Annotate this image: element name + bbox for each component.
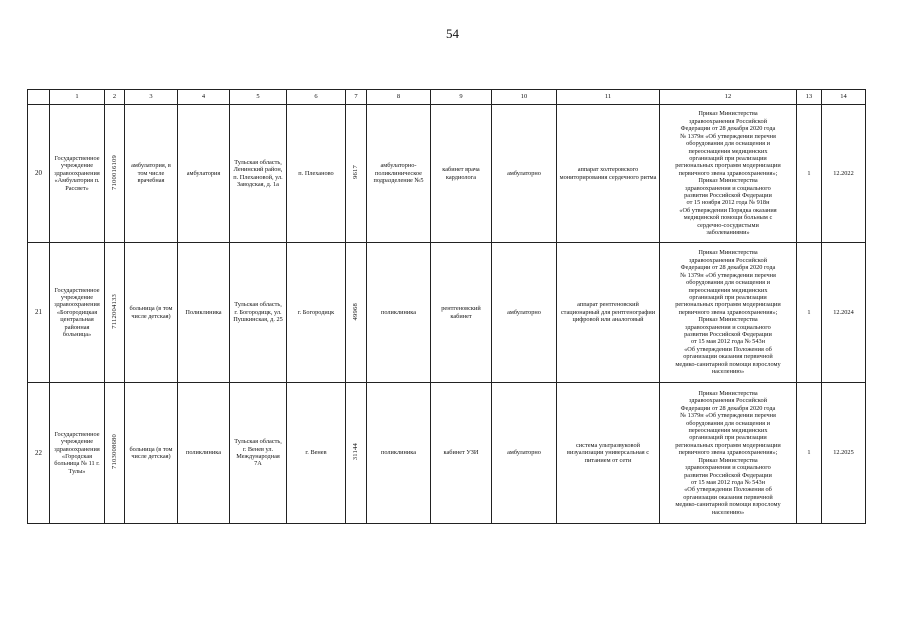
basis-line: региональных программ модернизации (675, 301, 781, 309)
legal-basis-cell (660, 243, 797, 383)
address-cell: Тульская область, г. Богородицк, ул. Пушкинская, д. 25 (230, 243, 287, 383)
basis-line: Приказ Министерства (698, 316, 758, 324)
unit-cell: поликлиника (367, 243, 431, 383)
facility-kind-cell: Поликлиника (178, 243, 230, 383)
address-cell: Тульская область, Ленинский район, п. Плехановой, ул. Заводская, д. 1а (230, 105, 287, 243)
header-cell: 13 (797, 90, 822, 105)
basis-line: здравоохранения Российской (688, 256, 768, 264)
basis-line: оборудования для оснащения и (686, 279, 770, 287)
basis-line: организаций при реализации (689, 293, 767, 301)
date-cell: 12.2024 (822, 243, 866, 383)
basis-line: населению» (711, 368, 745, 376)
basis-line: здравоохранения и социального (685, 184, 771, 192)
organization-cell: Государственное учреждение здравоохранения «Городская больница № 11 г. Тулы» (50, 383, 105, 524)
header-cell: 6 (287, 90, 346, 105)
basis-line: Федерации от 28 декабря 2020 года (680, 404, 776, 412)
basis-line: развития Российской Федерации (684, 331, 772, 339)
basis-line: первичного звена здравоохранения»; (678, 449, 778, 457)
quantity-cell: 1 (797, 383, 822, 524)
basis-line: переоснащения медицинских (688, 427, 768, 435)
basis-line: Федерации от 28 декабря 2020 года (680, 125, 776, 133)
population-text: 9617 (352, 165, 360, 180)
basis-line: от 15 ноября 2012 года № 918н (686, 199, 770, 207)
inn-cell (105, 105, 125, 243)
row-number: 20 (28, 105, 50, 243)
header-cell: 2 (105, 90, 125, 105)
basis-line: Приказ Министерства (698, 456, 758, 464)
basis-line: медико-санитарной помощи взрослому (675, 501, 781, 509)
inn-cell (105, 383, 125, 524)
basis-line: № 1379н «Об утверждении перечня (680, 271, 776, 279)
legal-basis-cell (660, 383, 797, 524)
legal-basis-cell (660, 105, 797, 243)
population-cell (346, 243, 367, 383)
basis-line: первичного звена здравоохранения»; (678, 308, 778, 316)
basis-line: Приказ Министерства (698, 389, 758, 397)
settlement-cell: г. Венев (287, 383, 346, 524)
basis-line: региональных программ модернизации (675, 162, 781, 170)
care-form-cell: амбулаторно (492, 243, 557, 383)
header-cell: 8 (367, 90, 431, 105)
basis-line: «Об утверждении Порядка оказания (679, 206, 777, 214)
facility-type-cell: амбулатория, в том числе врачебная (125, 105, 178, 243)
address-cell: Тульская область, г. Венев ул. Международная 7А (230, 383, 287, 524)
basis-line: от 15 мая 2012 года № 543н (690, 478, 765, 486)
quantity-cell: 1 (797, 105, 822, 243)
facility-kind-cell: поликлиника (178, 383, 230, 524)
unit-cell: амбулаторно-поликлиническое подразделение №5 (367, 105, 431, 243)
header-cell: 11 (557, 90, 660, 105)
quantity-cell: 1 (797, 243, 822, 383)
settlement-cell: п. Плеханово (287, 105, 346, 243)
header-cell: 10 (492, 90, 557, 105)
population-cell (346, 383, 367, 524)
basis-line: заболеваниями» (706, 229, 750, 237)
facility-type-cell: больница (в том числе детская) (125, 383, 178, 524)
basis-line: «Об утверждении Положения об (684, 345, 772, 353)
table-row (28, 105, 866, 243)
basis-line: переоснащения медицинских (688, 147, 768, 155)
basis-line: от 15 мая 2012 года № 543н (690, 338, 765, 346)
care-form-cell: амбулаторно (492, 105, 557, 243)
basis-line: «Об утверждении Положения об (684, 486, 772, 494)
basis-line: населению» (711, 508, 745, 516)
organization-cell: Государственное учреждение здравоохранения «Амбулатория п. Рассвет» (50, 105, 105, 243)
organization-cell: Государственное учреждение здравоохранения «Богородицкая центральная районная больница» (50, 243, 105, 383)
header-cell: 3 (125, 90, 178, 105)
header-cell: 1 (50, 90, 105, 105)
basis-line: развития Российской Федерации (684, 192, 772, 200)
header-cell: 5 (230, 90, 287, 105)
basis-line: организации оказания первичной (683, 353, 773, 361)
inn-text: 7112004133 (110, 293, 118, 329)
basis-line: организации оказания первичной (683, 493, 773, 501)
basis-line: № 1379н «Об утверждении перечня (680, 132, 776, 140)
basis-line: переоснащения медицинских (688, 286, 768, 294)
header-cell: 9 (431, 90, 492, 105)
equipment-cell: аппарат холтеровского мониторирования сердечного ритма (557, 105, 660, 243)
row-number: 21 (28, 243, 50, 383)
header-cell: 12 (660, 90, 797, 105)
basis-line: Приказ Министерства (698, 177, 758, 185)
header-cell: 14 (822, 90, 866, 105)
row-number: 22 (28, 383, 50, 524)
unit-cell: поликлиника (367, 383, 431, 524)
basis-line: здравоохранения Российской (688, 397, 768, 405)
equipment-table (27, 89, 866, 524)
population-text: 31144 (352, 443, 360, 461)
basis-line: организаций при реализации (689, 154, 767, 162)
equipment-cell: аппарат рентгеновский стационарный для рентгенографии цифровой или аналоговый (557, 243, 660, 383)
basis-line: региональных программ модернизации (675, 441, 781, 449)
basis-line: здравоохранения и социального (685, 323, 771, 331)
basis-line: здравоохранения Российской (688, 117, 768, 125)
header-cell (28, 90, 50, 105)
basis-line: оборудования для оснащения и (686, 419, 770, 427)
header-row (28, 90, 866, 105)
basis-line: первичного звена здравоохранения»; (678, 169, 778, 177)
basis-line: медико-санитарной помощи взрослому (675, 360, 781, 368)
room-cell: кабинет врача кардиолога (431, 105, 492, 243)
population-text: 49968 (352, 302, 360, 321)
header-cell: 4 (178, 90, 230, 105)
page-number: 54 (446, 26, 459, 41)
care-form-cell: амбулаторно (492, 383, 557, 524)
basis-line: оборудования для оснащения и (686, 140, 770, 148)
inn-cell (105, 243, 125, 383)
population-cell (346, 105, 367, 243)
basis-line: Федерации от 28 декабря 2020 года (680, 264, 776, 272)
date-cell: 12.2022 (822, 105, 866, 243)
equipment-cell: система ультразвуковой визуализации универсальная с питанием от сети (557, 383, 660, 524)
room-cell: кабинет УЗИ (431, 383, 492, 524)
header-cell: 7 (346, 90, 367, 105)
basis-line: здравоохранения и социального (685, 464, 771, 472)
facility-kind-cell: амбулатория (178, 105, 230, 243)
basis-line: Приказ Министерства (698, 110, 758, 118)
basis-line: Приказ Министерства (698, 249, 758, 257)
inn-text: 7103008680 (110, 434, 118, 470)
basis-line: сердечно-сосудистыми (697, 221, 759, 229)
basis-line: № 1379н «Об утверждении перечня (680, 412, 776, 420)
inn-text: 7100016109 (110, 154, 118, 190)
basis-line: развития Российской Федерации (684, 471, 772, 479)
facility-type-cell: больница (в том числе детская) (125, 243, 178, 383)
date-cell: 12.2025 (822, 383, 866, 524)
settlement-cell: г. Богородицк (287, 243, 346, 383)
basis-line: организаций при реализации (689, 434, 767, 442)
room-cell: рентгеновский кабинет (431, 243, 492, 383)
table-row (28, 383, 866, 524)
basis-line: медицинской помощи больным с (683, 214, 773, 222)
table-row (28, 243, 866, 383)
